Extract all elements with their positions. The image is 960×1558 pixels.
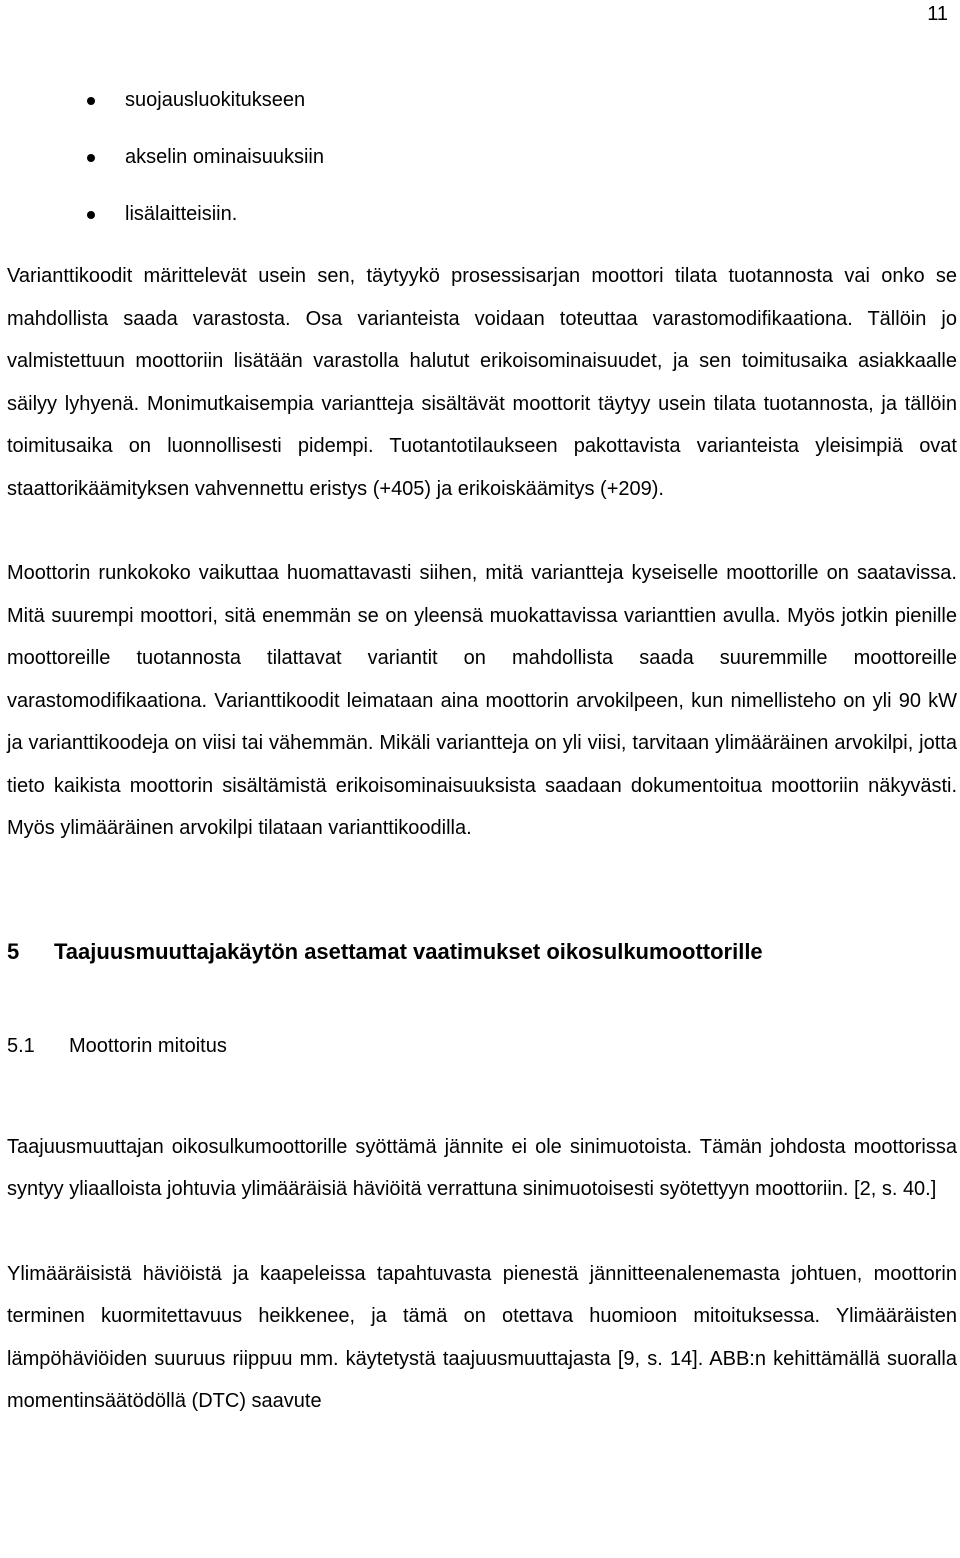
list-item-text: suojausluokitukseen bbox=[125, 89, 306, 111]
paragraph-frame-size: Moottorin runkokoko vaikuttaa huomattavasti siihen, mitä variantteja kyseiselle moottorille on saatavissa. Mitä suurempi moottori, sitä enemmän se on yleensä muokattavissa varianttien avulla. Myös jotkin pienille moottoreille tuotannosta tilattavat variantit on mahdollista saada suuremmille moottoreille varastomodifikaationa. Varianttikoodit leimataan aina moottorin arvokilpeen, kun nimellisteho on yli 90 kW ja varianttikoodeja on viisi tai vähemmän. Mikäli variantteja on yli viisi, tarvitaan ylimääräinen arvokilpi, jotta tieto kaikista moottorin sisältämistä erikoisominaisuuksista saadaan dokumentoitua moottoriin näkyvästi. Myös ylimääräinen arvokilpi tilataan varianttikoodilla. bbox=[7, 562, 957, 839]
section-number: 5 bbox=[7, 938, 20, 964]
list-item-text: lisälaitteisiin. bbox=[125, 203, 238, 225]
bullet-dot-icon bbox=[87, 211, 95, 219]
subsection-number: 5.1 bbox=[7, 1034, 35, 1057]
bullet-list bbox=[7, 86, 957, 229]
list-item-text: akselin ominaisuuksiin bbox=[125, 146, 324, 168]
bullet-dot-icon bbox=[87, 154, 95, 162]
list-item bbox=[7, 200, 957, 229]
subsection-title: Moottorin mitoitus bbox=[69, 1034, 227, 1057]
paragraph-variant-codes: Varianttikoodit märittelevät usein sen, täytyykö prosessisarjan moottori tilata tuotannosta vai onko se mahdollista saada varastosta. Osa varianteista voidaan toteuttaa varastomodifikaationa. Tällöin jo valmistettuun moottoriin lisätään varastolla halutut erikoisominaisuudet, ja sen toimitusaika asiakkaalle säilyy lyhyenä. Monimutkaisempia variantteja sisältävät moottorit täytyy usein tilata tuotannosta, ja tällöin toimitusaika on luonnollisesti pidempi. Tuotantotilaukseen pakottavista varianteista yleisimpiä ovat staattorikäämityksen vahvennettu eristys (+405) ja erikoiskäämitys (+209). bbox=[7, 265, 957, 500]
section-heading bbox=[7, 936, 957, 968]
list-item bbox=[7, 143, 957, 172]
section-title: Taajuusmuuttajakäytön asettamat vaatimukset oikosulkumoottorille bbox=[54, 938, 763, 964]
page-number: 11 bbox=[927, 3, 948, 25]
document-body bbox=[7, 86, 957, 1423]
list-item bbox=[7, 86, 957, 115]
subsection-heading bbox=[7, 1032, 957, 1060]
paragraph-losses: Ylimääräisistä häviöistä ja kaapeleissa tapahtuvasta pienestä jännitteenalenemasta johtuen, moottorin terminen kuormitettavuus heikkenee, ja tämä on otettava huomioon mitoituksessa. Ylimääräisten lämpöhäviöiden suuruus riippuu mm. käytetystä taajuusmuuttajasta [9, s. 14]. ABB:n kehittämällä suoralla momentinsäätödöllä (DTC) saavute bbox=[7, 1262, 957, 1412]
paragraph-voltage: Taajuusmuuttajan oikosulkumoottorille syöttämä jännite ei ole sinimuotoista. Tämän johdosta moottorissa syntyy yliaalloista johtuvia ylimääräisiä häviöitä verrattuna sinimuotoisesti syötettyyn moottoriin. [2, s. 40.] bbox=[7, 1135, 957, 1200]
bullet-dot-icon bbox=[87, 97, 95, 105]
